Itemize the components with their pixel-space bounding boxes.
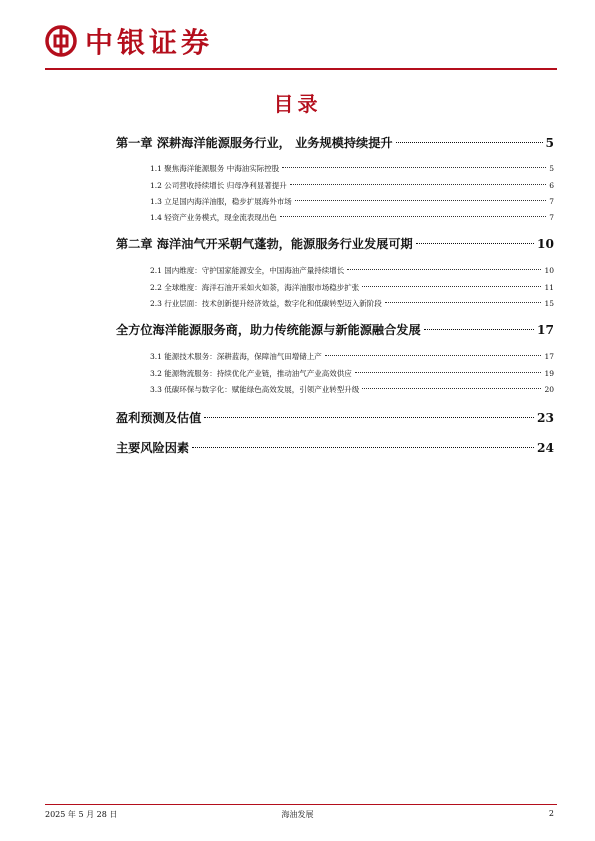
- toc-page-number: 23: [537, 411, 554, 425]
- brand-name: 中银证券: [85, 26, 214, 59]
- toc-section-title: 1.1 聚焦海洋能源服务 中海油实际控股: [150, 164, 280, 173]
- toc-section-1-3[interactable]: [150, 196, 554, 207]
- toc-leader: [396, 142, 543, 143]
- toc-leader: [362, 286, 541, 287]
- toc-section-title: 3.2 能源物流服务：持续优化产业链，推动油气产业高效供应: [150, 369, 352, 378]
- toc-chapter-title: 主要风险因素: [116, 441, 190, 455]
- toc-chapter-2[interactable]: [116, 235, 554, 252]
- toc-chapter-title: 盈利预测及估值: [116, 411, 202, 425]
- toc-leader: [282, 167, 546, 168]
- toc-section-title: 2.1 国内维度：守护国家能源安全，中国海油产量持续增长: [150, 266, 345, 275]
- toc-chapter-title: 全方位海洋能源服务商，助力传统能源与新能源融合发展: [116, 323, 421, 337]
- toc-page-number: 17: [544, 352, 554, 361]
- footer-divider: [45, 804, 557, 805]
- toc-section-title: 2.3 行业层面：技术创新提升经济效益，数字化和低碳转型迈入新阶段: [150, 299, 382, 308]
- toc-leader: [204, 417, 534, 418]
- toc-section-3-2[interactable]: [150, 368, 554, 379]
- toc-chapter-4[interactable]: [116, 409, 554, 426]
- toc-leader: [416, 243, 534, 244]
- toc-section-1-4[interactable]: [150, 212, 554, 223]
- toc-leader: [385, 302, 542, 303]
- toc-section-title: 3.1 能源技术服务：深耕蓝海，保障油气田增储上产: [150, 352, 322, 361]
- toc-section-3-1[interactable]: [150, 351, 554, 362]
- toc-page-number: 24: [537, 441, 554, 455]
- toc-leader: [424, 329, 534, 330]
- toc-chapter-1[interactable]: [116, 134, 554, 151]
- toc-leader: [192, 447, 534, 448]
- toc-title: 目录: [273, 92, 322, 116]
- toc-chapter-5[interactable]: [116, 439, 554, 456]
- toc-section-2-2[interactable]: [150, 282, 554, 293]
- toc-page-number: 15: [544, 299, 554, 308]
- toc-section-3-3[interactable]: [150, 384, 554, 395]
- toc-section-2-3[interactable]: [150, 298, 554, 309]
- toc-chapter-3[interactable]: [116, 321, 554, 338]
- page-header: [45, 22, 213, 60]
- toc-section-title: 3.3 低碳环保与数字化：赋能绿色高效发展，引领产业转型升级: [150, 385, 360, 394]
- toc-section-title: 2.2 全球维度：海洋石油开采如火如荼，海洋油服市场稳步扩张: [150, 283, 360, 292]
- toc-section-title: 1.2 公司营收持续增长 归母净利显著提升: [150, 181, 287, 190]
- toc-page-number: 19: [544, 369, 554, 378]
- header-divider: [45, 68, 557, 70]
- toc-leader: [290, 184, 547, 185]
- toc-page-number: 10: [537, 237, 554, 251]
- footer-page-number: 2: [548, 809, 554, 818]
- toc-leader: [325, 355, 542, 356]
- toc-leader: [362, 388, 541, 389]
- toc-section-1-2[interactable]: [150, 180, 554, 191]
- toc-page-number: 17: [537, 323, 554, 337]
- toc-leader: [280, 216, 546, 217]
- toc-chapter-title: 第一章 深耕海洋能源服务行业， 业务规模持续提升: [116, 136, 393, 150]
- toc-section-title: 1.4 轻资产业务模式，现金流表现出色: [150, 213, 277, 222]
- toc-page-number: 6: [549, 181, 554, 190]
- toc-page-number: 7: [549, 213, 554, 222]
- footer-company: 海油发展: [281, 810, 314, 819]
- toc-page-number: 7: [549, 197, 554, 206]
- toc-page-number: 10: [544, 266, 554, 275]
- toc-page-number: 5: [545, 136, 554, 150]
- toc-section-title: 1.3 立足国内海洋油服，稳步扩展海外市场: [150, 197, 292, 206]
- toc-chapter-title: 第二章 海洋油气开采朝气蓬勃，能源服务行业发展可期: [116, 237, 413, 251]
- toc-page-number: 5: [549, 164, 554, 173]
- toc-section-1-1[interactable]: [150, 163, 554, 174]
- toc-page-number: 11: [544, 283, 554, 292]
- bank-of-china-logo-icon: [45, 25, 77, 57]
- footer-date: 2025 年 5 月 28 日: [45, 810, 118, 819]
- toc-section-2-1[interactable]: [150, 265, 554, 276]
- toc-leader: [355, 372, 542, 373]
- toc-page-number: 20: [544, 385, 554, 394]
- toc-leader: [295, 200, 546, 201]
- toc-leader: [347, 269, 541, 270]
